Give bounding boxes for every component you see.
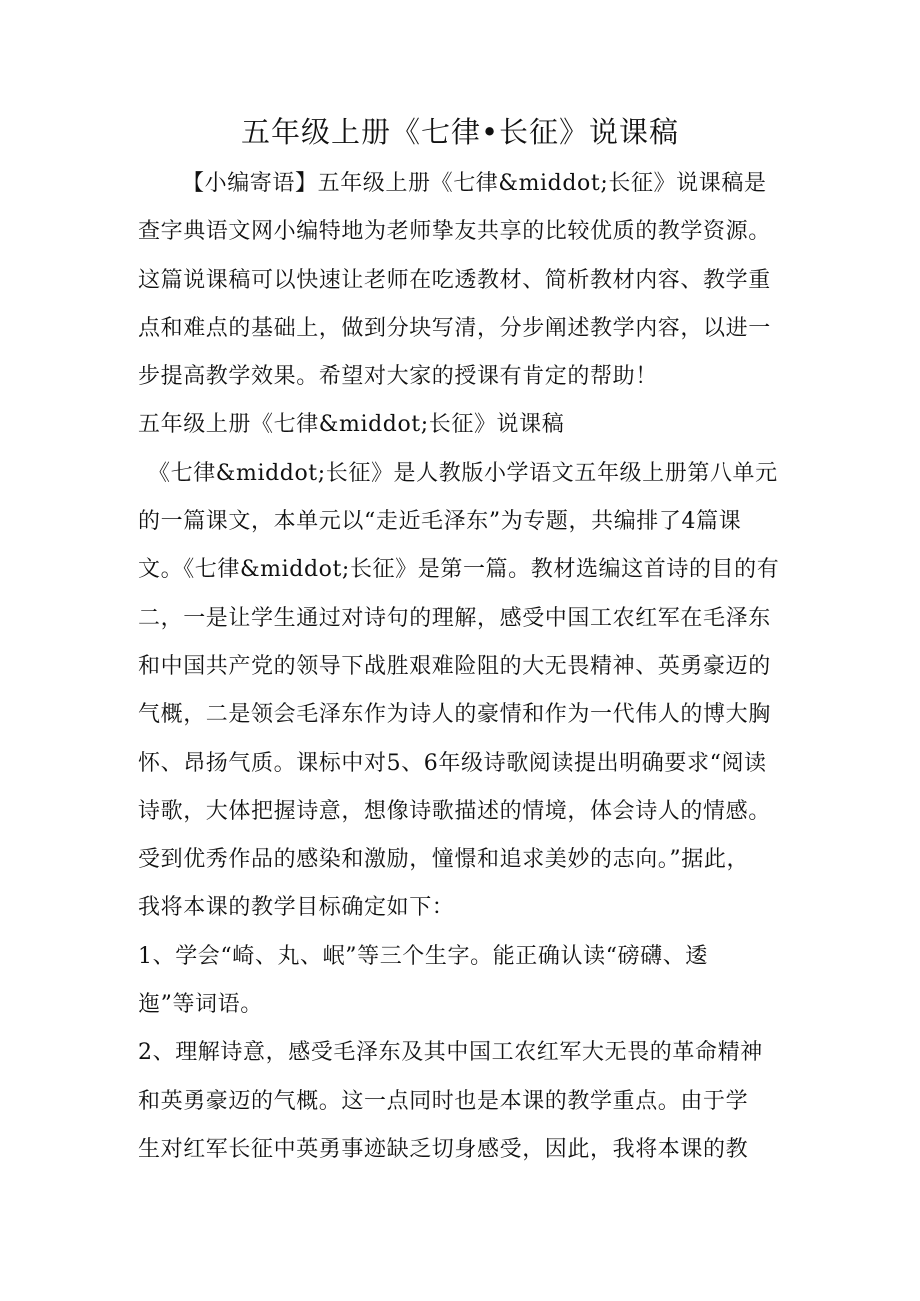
text-line: 迤”等词语。 bbox=[138, 992, 263, 1018]
text-line: 气概，二是领会毛泽东作为诗人的豪情和作为一代伟人的博大胸 bbox=[138, 702, 771, 728]
text-line: 点和难点的基础上，做到分块写清，分步阐述教学内容，以进一 bbox=[138, 315, 771, 341]
text-line: 和中国共产党的领导下战胜艰难险阻的大无畏精神、英勇豪迈的 bbox=[138, 653, 771, 679]
text-line: 生对红军长征中英勇事迹缺乏切身感受，因此，我将本课的教 bbox=[138, 1136, 749, 1162]
text-line: 和英勇豪迈的气概。这一点同时也是本课的教学重点。由于学 bbox=[138, 1088, 749, 1114]
text-line: 怀、昂扬气质。课标中对5、6年级诗歌阅读提出明确要求“阅读 bbox=[138, 750, 767, 776]
text-line: 的一篇课文，本单元以“走近毛泽东”为专题，共编排了4篇课 bbox=[138, 509, 742, 535]
section-heading: 五年级上册《七律&middot;长征》说课稿 bbox=[138, 412, 565, 438]
text-line: 这篇说课稿可以快速让老师在吃透教材、简析教材内容、教学重 bbox=[138, 267, 771, 293]
text-line: 我将本课的教学目标确定如下： bbox=[138, 895, 455, 921]
document-title: 五年级上册《七律•长征》说课稿 bbox=[240, 115, 680, 149]
text-line: 查字典语文网小编特地为老师挚友共享的比较优质的教学资源。 bbox=[138, 219, 771, 245]
text-line: 受到优秀作品的感染和激励，憧憬和追求美妙的志向。”据此， bbox=[138, 847, 750, 873]
text-line: 【小编寄语】五年级上册《七律&middot;长征》说课稿是 bbox=[182, 171, 767, 196]
list-item-1: 1、学会“崎、丸、岷”等三个生字。能正确认读“磅礴、逶 bbox=[138, 943, 708, 969]
list-item-2: 2、理解诗意，感受毛泽东及其中国工农红军大无畏的革命精神 bbox=[138, 1040, 763, 1066]
text-line: 文。《七律&middot;长征》是第一篇。教材选编这首诗的目的有 bbox=[138, 557, 780, 583]
text-line: 步提高教学效果。希望对大家的授课有肯定的帮助！ bbox=[138, 364, 658, 390]
text-line: 二，一是让学生通过对诗句的理解，感受中国工农红军在毛泽东 bbox=[138, 605, 771, 631]
document-body bbox=[138, 166, 798, 1180]
text-line: 诗歌，大体把握诗意，想像诗歌描述的情境，体会诗人的情感。 bbox=[138, 798, 771, 824]
text-line: 《七律&middot;长征》是人教版小学语文五年级上册第八单元 bbox=[148, 460, 778, 486]
